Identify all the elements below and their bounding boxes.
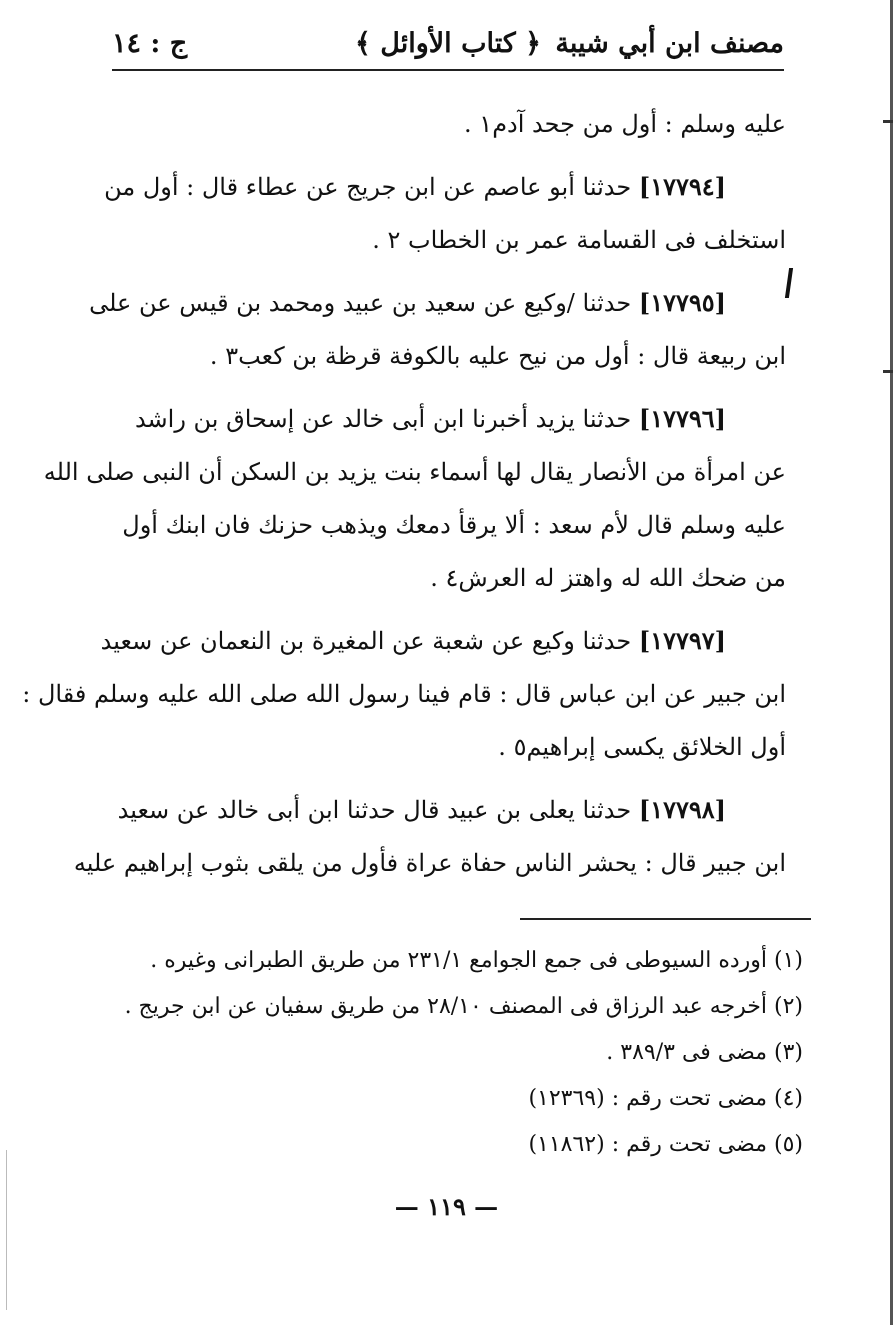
line-text: حدثنا يزيد أخبرنا ابن أبى خالد عن إسحاق بن راشد (134, 405, 632, 433)
text-line: ابن جبير قال : يحشر الناس حفاة عراة فأول من يلقى بثوب إبراهيم عليه (73, 849, 786, 877)
hadith-17797 (22, 614, 786, 774)
hadith-number: [١٧٧٩٦] (638, 404, 726, 433)
main-text (22, 98, 786, 899)
chapter-title: ﴿ كتاب الأوائل ﴾ (355, 28, 541, 59)
text-line (89, 276, 786, 330)
footnote: (٢) أخرجه عبد الرزاق فى المصنف ٢٨/١٠ من طريق سفيان عن ابن جريج . (124, 994, 803, 1019)
line-text: حدثنا /وكيع عن سعيد بن عبيد ومحمد بن قيس عن على (89, 289, 632, 317)
hadith-number: [١٧٧٩٥] (638, 288, 726, 317)
hadith-number: [١٧٧٩٧] (638, 626, 726, 655)
hadith-17796 (43, 392, 786, 605)
hadith-17794 (104, 160, 786, 267)
text-line: ابن ربيعة قال : أول من نيح عليه بالكوفة قرظة بن كعب٣ . (209, 342, 786, 370)
scan-edge-line (6, 1150, 7, 1310)
footnotes (123, 938, 803, 1168)
margin-tick (883, 120, 893, 123)
text-line: عليه وسلم قال لأم سعد : ألا يرقأ دمعك ويذهب حزنك فان ابنك أول (122, 511, 786, 539)
footnote: (٥) مضى تحت رقم : (١١٨٦٢) (528, 1132, 803, 1157)
text-line (104, 160, 786, 214)
footnote: (٤) مضى تحت رقم : (١٢٣٦٩) (528, 1086, 803, 1111)
text-line (100, 614, 786, 668)
text-line: أول الخلائق يكسى إبراهيم٥ . (498, 733, 786, 761)
footnote-rule (520, 918, 811, 920)
running-header (112, 18, 784, 72)
line-text: حدثنا وكيع عن شعبة عن المغيرة بن النعمان عن سعيد (100, 627, 632, 655)
folio-marker (785, 268, 793, 298)
text-line: ابن جبير عن ابن عباس قال : قام فينا رسول الله صلى الله عليه وسلم فقال : (22, 680, 786, 708)
hadith-17798 (73, 783, 786, 890)
text-line: عن امرأة من الأنصار يقال لها أسماء بنت يزيد بن السكن أن النبى صلى الله (43, 458, 786, 486)
text-line: عليه وسلم : أول من جحد آدم١ . (464, 110, 786, 138)
volume-number: ج : ١٤ (112, 28, 188, 59)
hadith-17795 (89, 276, 786, 383)
hadith-number: [١٧٧٩٨] (638, 795, 726, 824)
text-line (118, 392, 786, 446)
text-line: من ضحك الله له واهتز له العرش٤ . (430, 564, 786, 592)
paragraph (118, 98, 786, 151)
line-text: حدثنا أبو عاصم عن ابن جريج عن عطاء قال : أول من (104, 173, 632, 201)
margin-tick (883, 370, 893, 373)
text-line (118, 783, 786, 837)
header-rule (112, 69, 784, 71)
line-text: حدثنا يعلى بن عبيد قال حدثنا ابن أبى خالد عن سعيد (117, 796, 632, 824)
book-title: مصنف ابن أبي شيبة (555, 28, 784, 59)
footnote: (٣) مضى فى ٣٨٩/٣ . (606, 1040, 803, 1065)
hadith-number: [١٧٧٩٤] (638, 172, 726, 201)
page-number: — ١١٩ — (394, 1192, 499, 1221)
footnote: (١) أورده السيوطى فى جمع الجوامع ٢٣١/١ من طريق الطبرانى وغيره . (150, 948, 803, 973)
text-line: استخلف فى القسامة عمر بن الخطاب ٢ . (372, 226, 786, 254)
